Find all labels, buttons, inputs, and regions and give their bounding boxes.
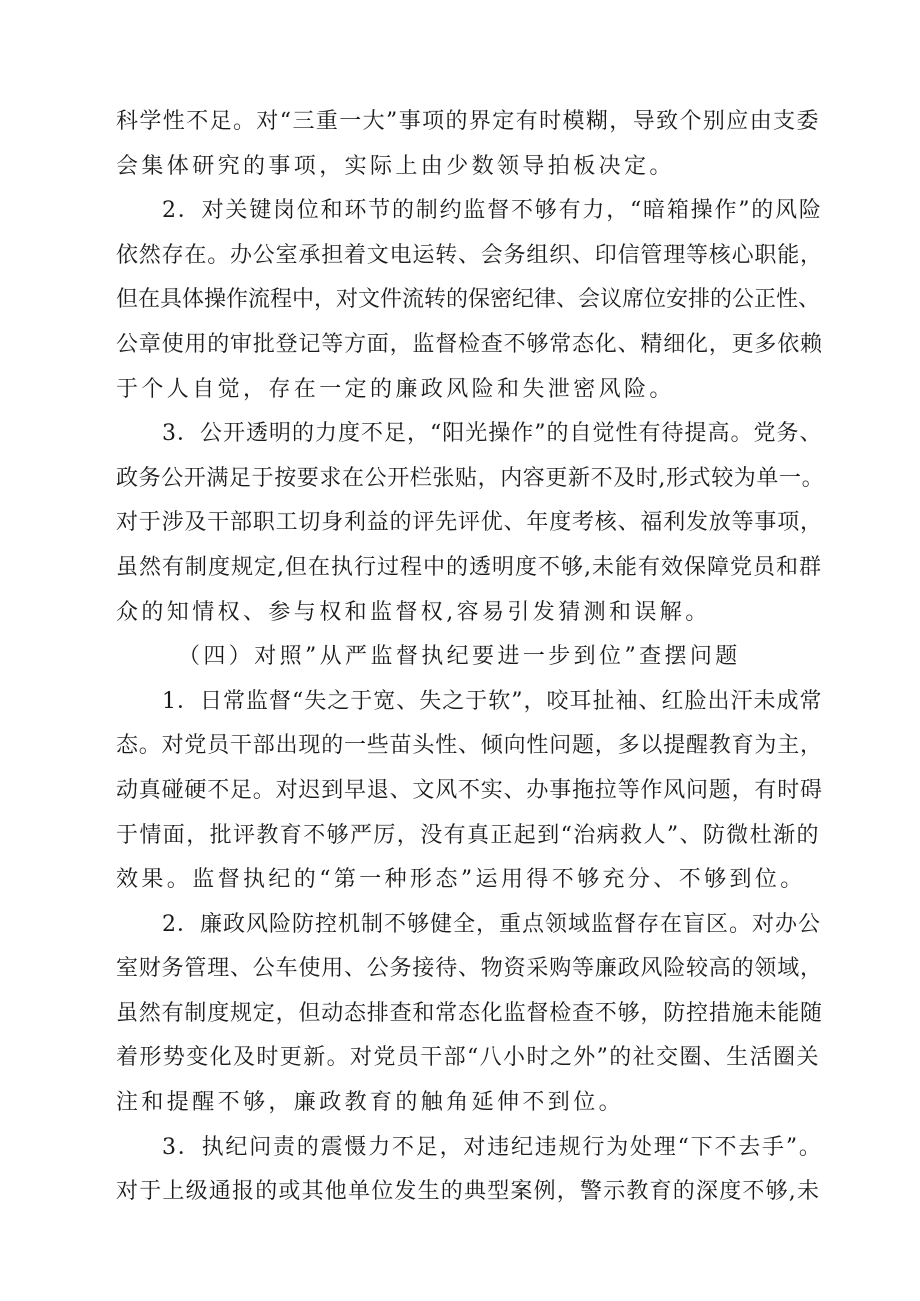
text-line: 效果。监督执纪的“第一种形态”运用得不够充分、不够到位。 — [116, 867, 806, 893]
text-line: 注和提醒不够，廉政教育的触角延伸不到位。 — [116, 1090, 625, 1116]
text-line: 于个人自觉，存在一定的廉政风险和失泄密风险。 — [116, 376, 675, 402]
text-line: 但在具体操作流程中，对文件流转的保密纪律、会议席位安排的公正性、 — [116, 287, 821, 313]
text-line: 室财务管理、公车使用、公务接待、物资采购等廉政风险较高的领域， — [116, 956, 823, 982]
text-line: 依然存在。办公室承担着文电运转、会务组织、印信管理等核心职能， — [116, 242, 823, 268]
text-line: 众的知情权、参与权和监督权,容易引发猜测和误解。 — [116, 599, 711, 625]
text-line: 虽然有制度规定，但动态排查和常态化监督检查不够，防控措施未能随 — [116, 1000, 823, 1026]
text-line: 公章使用的审批登记等方面，监督检查不够常态化、精细化，更多依赖 — [116, 331, 823, 357]
text-line: 政务公开满足于按要求在公开栏张贴，内容更新不及时,形式较为单一。 — [116, 465, 824, 491]
paragraph-first-line: 2．廉政风险防控机制不够健全，重点领域监督存在盲区。对办公 — [162, 911, 821, 937]
section-heading: （四）对照”从严监督执纪要进一步到位”查摆问题 — [178, 644, 741, 670]
paragraph-first-line: 3．公开透明的力度不足，“阳光操作”的自觉性有待提高。党务、 — [162, 421, 823, 447]
text-line: 态。对党员干部出现的一些苗头性、倾向性问题，多以提醒教育为主， — [116, 733, 823, 759]
text-line: 于情面，批评教育不够严厉，没有真正起到“治病救人”、防微杜渐的 — [116, 822, 820, 848]
paragraph-first-line: 1．日常监督“失之于宽、失之于软”，咬耳扯袖、红脸出汗未成常 — [162, 688, 823, 714]
paragraph-first-line: 2．对关键岗位和环节的制约监督不够有力，“暗箱操作”的风险 — [162, 198, 823, 224]
text-line: 对于上级通报的或其他单位发生的典型案例，警示教育的深度不够,未 — [116, 1179, 821, 1205]
text-line: 科学性不足。对“三重一大”事项的界定有时模糊，导致个别应由支委 — [116, 109, 820, 134]
text-line: 动真碰硬不足。对迟到早退、文风不实、办事拖拉等作风问题，有时碍 — [116, 777, 823, 803]
text-line: 着形势变化及时更新。对党员干部“八小时之外”的社交圈、生活圈关 — [116, 1045, 820, 1071]
text-line: 对于涉及干部职工切身利益的评先评优、年度考核、福利发放等事项， — [116, 510, 823, 536]
text-line: 会集体研究的事项，实际上由少数领导拍板决定。 — [116, 153, 675, 179]
paragraph-first-line: 3．执纪问责的震慑力不足，对违纪违规行为处理“下不去手”。 — [162, 1134, 823, 1160]
text-line: 虽然有制度规定,但在执行过程中的透明度不够,未能有效保障党员和群 — [116, 554, 822, 580]
